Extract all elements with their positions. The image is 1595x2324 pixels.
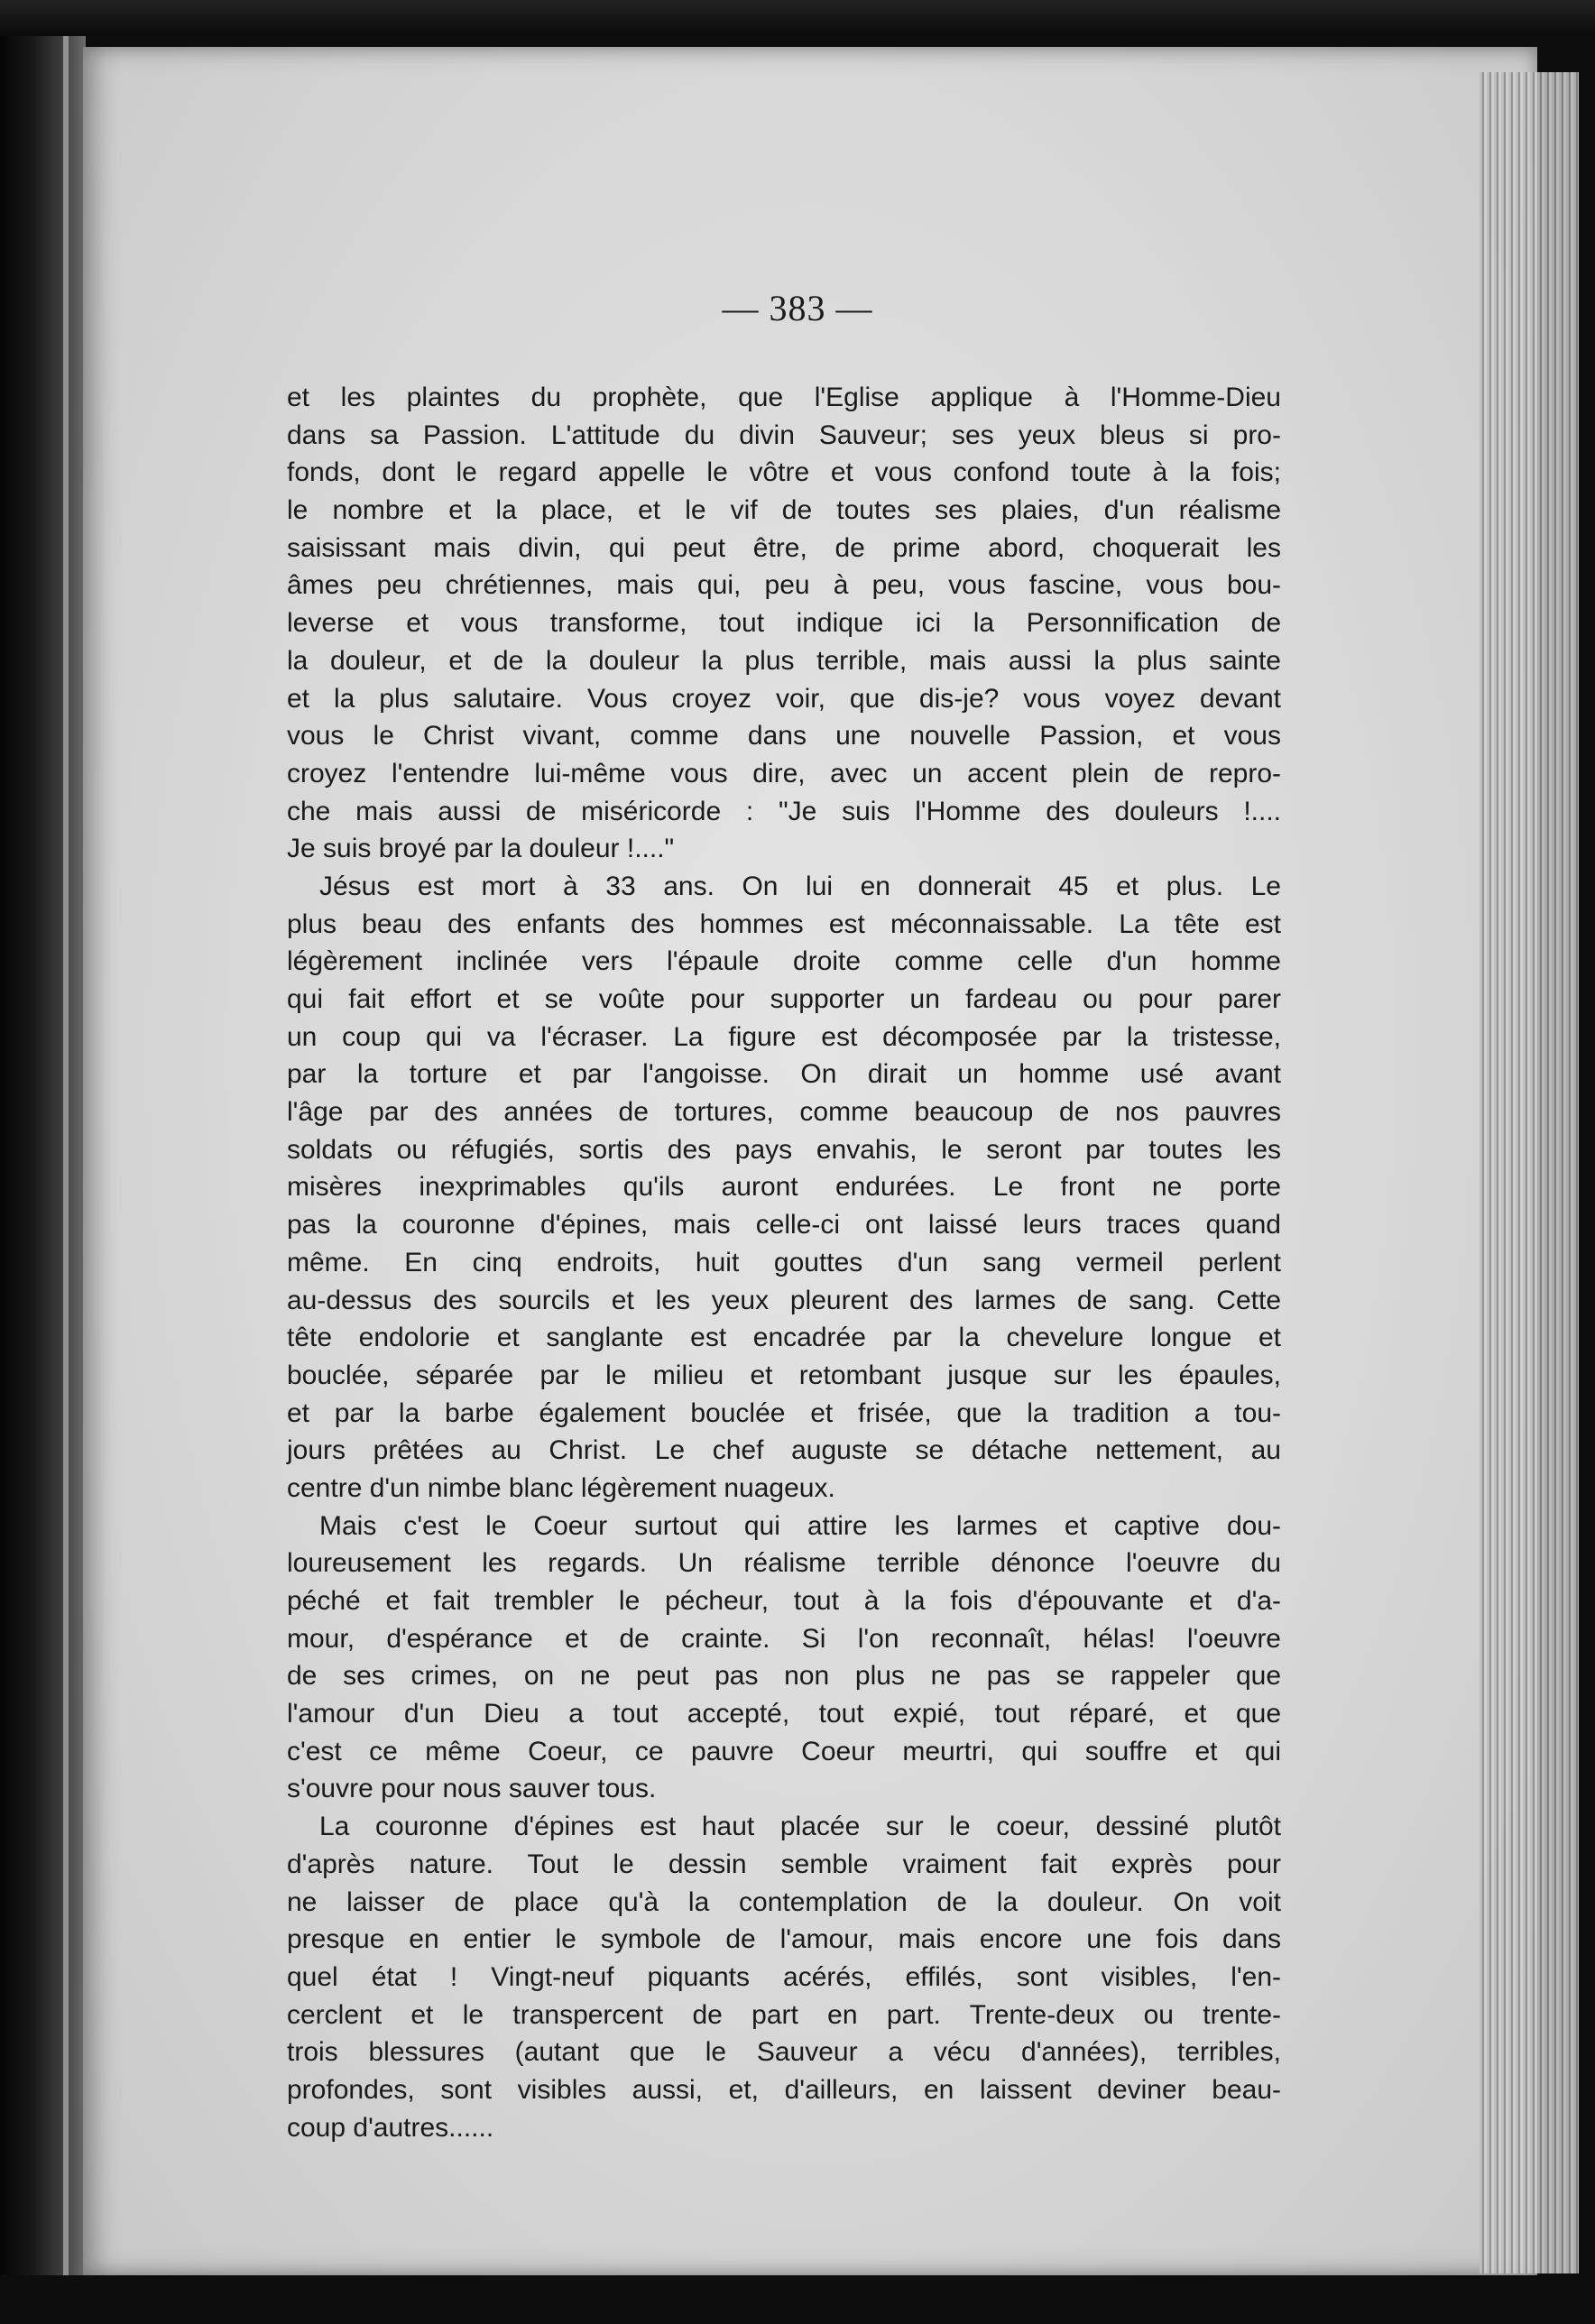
text-line: légèrement inclinée vers l'épaule droite comme celle d'un homme bbox=[287, 946, 1281, 977]
text-line: centre d'un nimbe blanc légèrement nuageux. bbox=[287, 1472, 835, 1503]
page-edges-stack bbox=[1480, 72, 1579, 2273]
text-line: le nombre et la place, et le vif de toutes ses plaies, d'un réalisme bbox=[287, 495, 1281, 526]
text-line: croyez l'entendre lui-même vous dire, avec un accent plein de repro- bbox=[287, 758, 1281, 788]
spine-highlight bbox=[63, 36, 69, 2324]
text-line: même. En cinq endroits, huit gouttes d'un sang vermeil perlent bbox=[287, 1247, 1281, 1277]
text-line: che mais aussi de miséricorde : "Je suis l'Homme des douleurs !.... bbox=[287, 796, 1281, 826]
text-line: misères inexprimables qu'ils auront endurées. Le front ne porte bbox=[287, 1172, 1281, 1203]
page-number: — 383 — bbox=[722, 288, 873, 328]
text-line: cerclent et le transpercent de part en part. Trente-deux ou trente- bbox=[287, 1999, 1281, 2030]
text-line: et les plaintes du prophète, que l'Eglise applique à l'Homme-Dieu bbox=[287, 383, 1281, 412]
text-line: leverse et vous transforme, tout indique ici la Personnification de bbox=[287, 608, 1281, 639]
text-line: l'amour d'un Dieu a tout accepté, tout expié, tout réparé, et que bbox=[287, 1699, 1281, 1729]
text-line: profondes, sont visibles aussi, et, d'ailleurs, en laissent deviner beau- bbox=[287, 2074, 1281, 2105]
text-line: jours prêtées au Christ. Le chef auguste se détache nettement, au bbox=[287, 1435, 1281, 1466]
text-line: trois blessures (autant que le Sauveur a vécu d'années), terribles, bbox=[287, 2037, 1281, 2068]
text-line: âmes peu chrétiennes, mais qui, peu à peu, vous fascine, vous bou- bbox=[287, 570, 1281, 601]
text-line: par la torture et par l'angoisse. On dirait un homme usé avant bbox=[287, 1059, 1281, 1090]
text-line: quel état ! Vingt-neuf piquants acérés, effilés, sont visibles, l'en- bbox=[287, 1961, 1281, 1992]
book-spine bbox=[0, 36, 86, 2324]
text-line: bouclée, séparée par le milieu et retombant jusque sur les épaules, bbox=[287, 1360, 1281, 1390]
text-line: Je suis broyé par la douleur !...." bbox=[287, 834, 675, 864]
text-line: péché et fait trembler le pécheur, tout à la fois d'épouvante et d'a- bbox=[287, 1586, 1281, 1616]
text-line: qui fait effort et se voûte pour supporter un fardeau ou pour parer bbox=[287, 984, 1281, 1014]
text-line: c'est ce même Coeur, ce pauvre Coeur meurtri, qui souffre et qui bbox=[287, 1736, 1281, 1766]
text-line: presque en entier le symbole de l'amour, mais encore une fois dans bbox=[287, 1924, 1281, 1955]
text-line: d'après nature. Tout le dessin semble vraiment fait exprès pour bbox=[287, 1849, 1281, 1879]
text-line: ne laisser de place qu'à la contemplation de la douleur. On voit bbox=[287, 1886, 1281, 1917]
text-line: mour, d'espérance et de crainte. Si l'on reconnaît, hélas! l'oeuvre bbox=[287, 1623, 1281, 1654]
text-line: plus beau des enfants des hommes est méconnaissable. La tête est bbox=[287, 908, 1281, 939]
paragraph bbox=[287, 868, 1281, 1508]
text-line: l'âge par des années de tortures, comme beaucoup de nos pauvres bbox=[287, 1097, 1281, 1128]
text-line: un coup qui va l'écraser. La figure est décomposée par la tristesse, bbox=[287, 1021, 1281, 1052]
text-line: vous le Christ vivant, comme dans une nouvelle Passion, et vous bbox=[287, 721, 1281, 752]
paragraph bbox=[287, 1808, 1281, 2146]
text-line: saisissant mais divin, qui peut être, de prime abord, choquerait les bbox=[287, 532, 1281, 563]
text-line: soldats ou réfugiés, sortis des pays envahis, le seront par toutes les bbox=[287, 1134, 1281, 1165]
text-line: et la plus salutaire. Vous croyez voir, que dis-je? vous voyez devant bbox=[287, 683, 1281, 714]
text-line: la douleur, et de la douleur la plus terrible, mais aussi la plus sainte bbox=[287, 645, 1281, 676]
text-line: dans sa Passion. L'attitude du divin Sauveur; ses yeux bleus si pro- bbox=[287, 420, 1281, 450]
text-line: et par la barbe également bouclée et frisée, que la tradition a tou- bbox=[287, 1397, 1281, 1428]
text-line: La couronne d'épines est haut placée sur le coeur, dessiné plutôt bbox=[319, 1812, 1281, 1842]
text-line: coup d'autres...... bbox=[287, 2112, 494, 2143]
text-line: au-dessus des sourcils et les yeux pleurent des larmes de sang. Cette bbox=[287, 1285, 1281, 1315]
scan-bottom-border bbox=[0, 2275, 1595, 2324]
text-line: Mais c'est le Coeur surtout qui attire les larmes et captive dou- bbox=[319, 1510, 1281, 1541]
text-line: fonds, dont le regard appelle le vôtre et vous confond toute à la fois; bbox=[287, 457, 1281, 488]
text-line: pas la couronne d'épines, mais celle-ci ont laissé leurs traces quand bbox=[287, 1210, 1281, 1240]
paragraph bbox=[287, 379, 1281, 868]
body-text bbox=[287, 379, 1281, 2146]
text-line: Jésus est mort à 33 ans. On lui en donnerait 45 et plus. Le bbox=[319, 871, 1281, 901]
text-line: loureusement les regards. Un réalisme terrible dénonce l'oeuvre du bbox=[287, 1548, 1281, 1579]
text-line: tête endolorie et sanglante est encadrée par la chevelure longue et bbox=[287, 1323, 1281, 1353]
paragraph bbox=[287, 1508, 1281, 1809]
scan-top-border bbox=[0, 0, 1595, 32]
text-line: s'ouvre pour nous sauver tous. bbox=[287, 1774, 657, 1804]
text-line: de ses crimes, on ne peut pas non plus ne pas se rappeler que bbox=[287, 1661, 1281, 1692]
